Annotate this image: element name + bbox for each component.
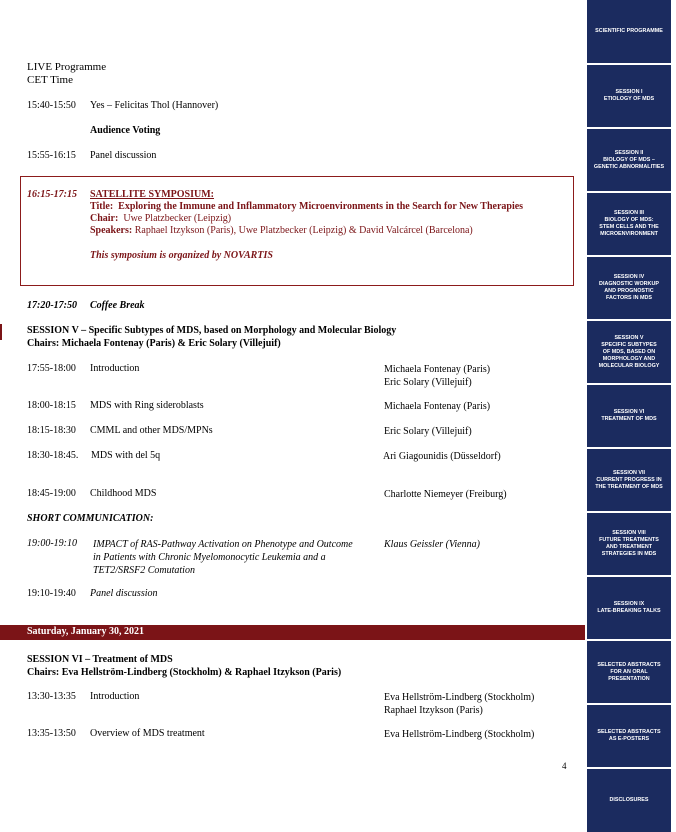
speaker: Eva Hellström-Lindberg (Stockholm) [384,692,535,703]
satellite-title-line [90,201,523,212]
sidebar-item-oral-abstracts[interactable]: SELECTED ABSTRACTS FOR AN ORAL PRESENTATION [587,641,671,703]
talk-title: Childhood MDS [90,488,157,499]
sidebar-item-session-vi[interactable]: SESSION VI TREATMENT OF MDS [587,385,671,447]
talk-title: Introduction [90,363,140,374]
speaker: Eva Hellström-Lindberg (Stockholm) [384,729,535,740]
talk-title: Panel discussion [90,588,158,599]
satellite-chair-line [90,213,231,224]
speaker: Eric Solary (Villejuif) [384,377,472,388]
short-communication-title [93,538,353,577]
speaker: Ari Giagounidis (Düsseldorf) [383,451,501,462]
talk-title: CMML and other MDS/MPNs [90,425,213,436]
time-label: 13:30-13:35 [27,691,76,702]
short-communication-title-line: IMPACT of RAS-Pathway Activation on Phenotype and Outcome [93,539,353,550]
speaker: Raphael Itzykson (Paris) [384,705,483,716]
talk-title: Overview of MDS treatment [90,728,205,739]
talk-title: Introduction [90,691,140,702]
programme-title-line: LIVE Programme [27,61,107,73]
time-label: 17:20-17:50 [27,300,77,311]
speaker: Michaela Fontenay (Paris) [384,364,491,375]
session-vi-chairs: Chairs: Eva Hellström-Lindberg (Stockholm) & Raphael Itzykson (Paris) [27,667,342,678]
audience-voting-label: Audience Voting [90,125,161,136]
satellite-organizer-note: This symposium is organized by NOVARTIS [90,250,273,261]
satellite-chair-text: Uwe Platzbecker (Leipzig) [123,213,232,224]
speaker: Michaela Fontenay (Paris) [384,401,491,412]
speaker: Eric Solary (Villejuif) [384,426,472,437]
talk-title: Panel discussion [90,150,157,161]
short-communication-title-line: TET2/SRSF2 Comutation [93,565,195,576]
time-label: 13:35-13:50 [27,728,76,739]
speaker: Charlotte Niemeyer (Freiburg) [384,489,507,500]
satellite-heading: SATELLITE SYMPOSIUM: [90,189,215,200]
short-communication-title-line: in Patients with Chronic Myelomonocytic Leukemia and a [93,552,326,563]
session-v-chairs: Chairs: Michaela Fontenay (Paris) & Eric Solary (Villejuif) [27,338,281,349]
sidebar-item-session-ii[interactable]: SESSION II BIOLOGY OF MDS – GENETIC ABNORMALITIES [587,129,671,191]
sidebar-item-session-iii[interactable]: SESSION III BIOLOGY OF MDS: STEM CELLS AND THE MICROENVIRONMENT [587,193,671,255]
sidebar-item-session-i[interactable]: SESSION I ETIOLOGY OF MDS [587,65,671,127]
timezone-label: CET Time [27,74,73,86]
speaker-names [384,691,534,717]
sidebar-item-session-ix[interactable]: SESSION IX LATE-BREAKING TALKS [587,577,671,639]
satellite-speakers-label: Speakers: [90,225,133,236]
talk-title: MDS with del 5q [91,450,161,461]
time-label: 18:30-18:45. [27,450,79,461]
sidebar-item-session-iv[interactable]: SESSION IV DIAGNOSTIC WORKUP AND PROGNOSTIC FACTORS IN MDS [587,257,671,319]
sidebar-item-session-viii[interactable]: SESSION VIII FUTURE TREATMENTS AND TREATMENT STRATEGIES IN MDS [587,513,671,575]
session-marker [0,324,2,340]
satellite-title-label: Title: [90,201,114,212]
page-number: 4 [562,761,567,771]
satellite-time: 16:15-17:15 [27,189,77,200]
satellite-speakers-line [90,225,473,236]
time-label: 18:45-19:00 [27,488,76,499]
talk-title: MDS with Ring sideroblasts [90,400,204,411]
time-label: 18:00-18:15 [27,400,76,411]
date-banner [0,625,585,640]
time-label: 19:00-19:10 [27,538,77,549]
satellite-chair-label: Chair: [90,213,119,224]
sidebar-item-disclosures[interactable]: DISCLOSURES [587,769,671,832]
time-label: 19:10-19:40 [27,588,76,599]
talk-title: Yes – Felicitas Thol (Hannover) [90,100,219,111]
sidebar-item-session-v[interactable]: SESSION V SPECIFIC SUBTYPES OF MDS, BASED ON MORPHOLOGY AND MOLECULAR BIOLOGY [587,321,671,383]
sidebar-item-scientific-programme[interactable]: SCIENTIFIC PROGRAMME [587,0,671,63]
satellite-title-text: Exploring the Immune and Inflammatory Microenvironments in the Search for New Therapies [118,201,524,212]
time-label: 15:55-16:15 [27,150,76,161]
time-label: 15:40-15:50 [27,100,76,111]
satellite-speakers-text: Raphael Itzykson (Paris), Uwe Platzbecker (Leipzig) & David Valcárcel (Barcelona) [134,225,473,236]
time-label: 18:15-18:30 [27,425,76,436]
speaker: Klaus Geissler (Vienna) [384,539,480,550]
date-banner-text: Saturday, January 30, 2021 [27,626,144,637]
programme-title [27,61,106,87]
short-communication-heading: SHORT COMMUNICATION: [27,513,154,524]
coffee-break-label: Coffee Break [90,300,145,311]
session-vi-title: SESSION VI – Treatment of MDS [27,654,173,665]
speaker-names [384,363,490,389]
sidebar-item-session-vii[interactable]: SESSION VII CURRENT PROGRESS IN THE TREATMENT OF MDS [587,449,671,511]
time-label: 17:55-18:00 [27,363,76,374]
sidebar-navigation [587,0,671,832]
sidebar-item-e-posters[interactable]: SELECTED ABSTRACTS AS E-POSTERS [587,705,671,767]
session-v-title: SESSION V – Specific Subtypes of MDS, based on Morphology and Molecular Biology [27,325,397,336]
